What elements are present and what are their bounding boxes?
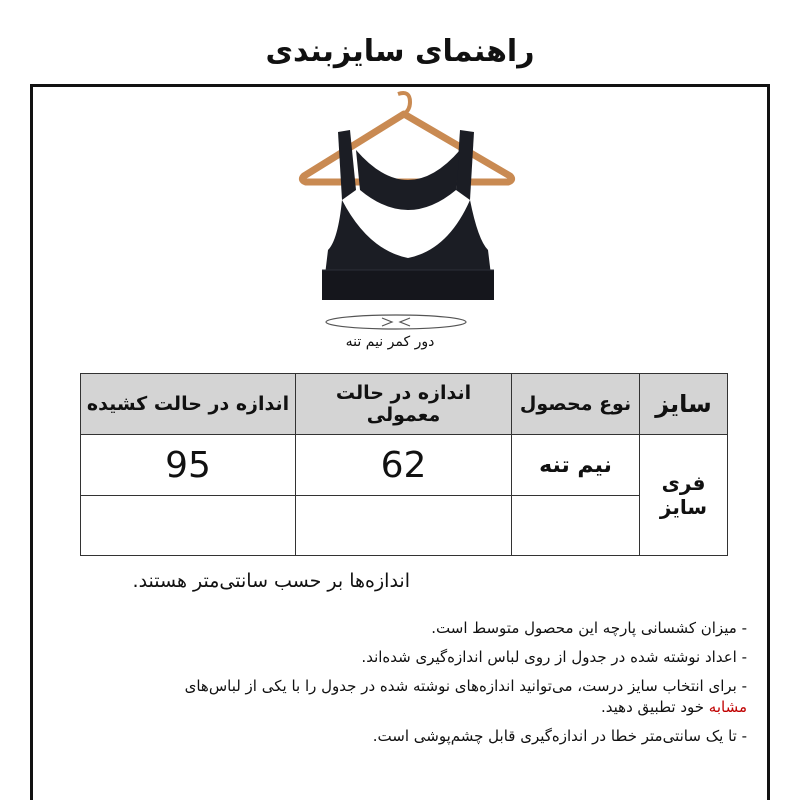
header-product-type: نوع محصول (512, 374, 640, 435)
header-normal-size: اندازه در حالت معمولی (296, 374, 512, 435)
cell-size: فری سایز (640, 435, 728, 556)
note-text: - برای انتخاب سایز درست، می‌توانید اندازه‌های نوشته شده در جدول را با یکی از لباس‌های (184, 677, 747, 695)
note-highlight: مشابه (708, 698, 747, 716)
cell-empty (296, 496, 512, 556)
cell-stretched-size: 95 (81, 435, 296, 496)
list-item: - میزان کشسانی پارچه این محصول متوسط است. (431, 619, 747, 637)
page-title: راهنمای سایزبندی (265, 34, 535, 69)
table-header-row (81, 374, 728, 435)
cell-empty (512, 496, 640, 556)
cell-empty (81, 496, 296, 556)
header-stretched-size: اندازه در حالت کشیده (81, 374, 296, 435)
unit-note: اندازه‌ها بر حسب سانتی‌متر هستند. (132, 570, 410, 592)
size-table (80, 373, 728, 556)
sports-bra-on-hanger-image (298, 90, 518, 350)
list-item (150, 676, 747, 718)
note-text: خود تطبیق دهید. (600, 698, 709, 716)
cell-product-type: نیم تنه (512, 435, 640, 496)
list-item: - تا یک سانتی‌متر خطا در اندازه‌گیری قابل چشم‌پوشی است. (372, 727, 747, 745)
cell-normal-size: 62 (296, 435, 512, 496)
notes-list (150, 618, 747, 755)
list-item: - اعداد نوشته شده در جدول از روی لباس اندازه‌گیری شده‌اند. (361, 648, 747, 666)
table-row-empty (81, 496, 728, 556)
table-row (81, 435, 728, 496)
measurement-label: دور کمر نیم تنه (345, 334, 435, 350)
header-size: سایز (640, 374, 728, 435)
